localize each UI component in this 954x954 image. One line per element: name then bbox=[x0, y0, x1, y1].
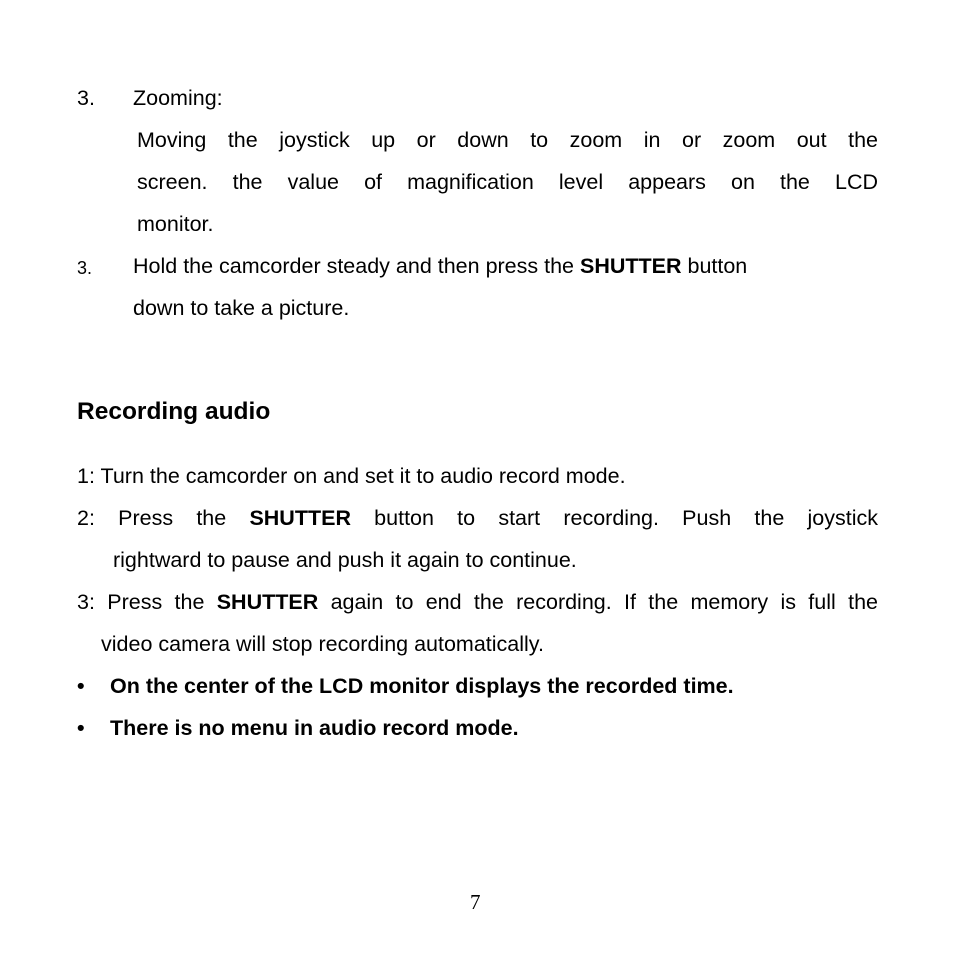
shutter-step-line-2: down to take a picture. bbox=[133, 296, 350, 320]
shutter-item-number: 3. bbox=[77, 258, 93, 278]
audio-step-3-text: 3: Press the bbox=[77, 590, 217, 614]
shutter-step-line-1 bbox=[133, 253, 747, 279]
audio-step-3-line-1 bbox=[77, 589, 878, 615]
shutter-step-text: Hold the camcorder steady and then press the bbox=[133, 254, 580, 278]
zoom-body-line-1: Moving the joystick up or down to zoom in or zoom out the bbox=[137, 128, 878, 152]
zoom-body-line-3: monitor. bbox=[137, 212, 214, 236]
audio-step-1: 1: Turn the camcorder on and set it to audio record mode. bbox=[77, 464, 626, 488]
bullet-item-2: There is no menu in audio record mode. bbox=[110, 716, 519, 740]
shutter-keyword: SHUTTER bbox=[216, 590, 319, 614]
audio-step-3-line-2: video camera will stop recording automatically. bbox=[101, 632, 544, 656]
audio-step-2-line-2: rightward to pause and push it again to continue. bbox=[113, 548, 577, 572]
bullet-symbol: • bbox=[77, 716, 85, 740]
shutter-keyword: SHUTTER bbox=[249, 506, 351, 530]
zoom-item-title: Zooming: bbox=[133, 86, 223, 110]
bullet-symbol: • bbox=[77, 674, 85, 698]
bullet-item-1: On the center of the LCD monitor displays the recorded time. bbox=[110, 674, 734, 698]
section-heading: Recording audio bbox=[77, 398, 271, 425]
shutter-keyword: SHUTTER bbox=[579, 254, 682, 278]
audio-step-3-text-end: again to end the recording. If the memory is full the bbox=[318, 590, 878, 614]
audio-step-2-text-end: button to start recording. Push the joystick bbox=[350, 506, 878, 530]
shutter-step-text-end: button bbox=[681, 254, 748, 278]
zoom-item-number: 3. bbox=[77, 86, 95, 110]
audio-step-2-text: 2: Press the bbox=[77, 506, 250, 530]
audio-step-2-line-1 bbox=[77, 505, 878, 531]
zoom-body-line-2: screen. the value of magnification level appears on the LCD bbox=[137, 170, 878, 194]
page-number: 7 bbox=[470, 890, 481, 914]
